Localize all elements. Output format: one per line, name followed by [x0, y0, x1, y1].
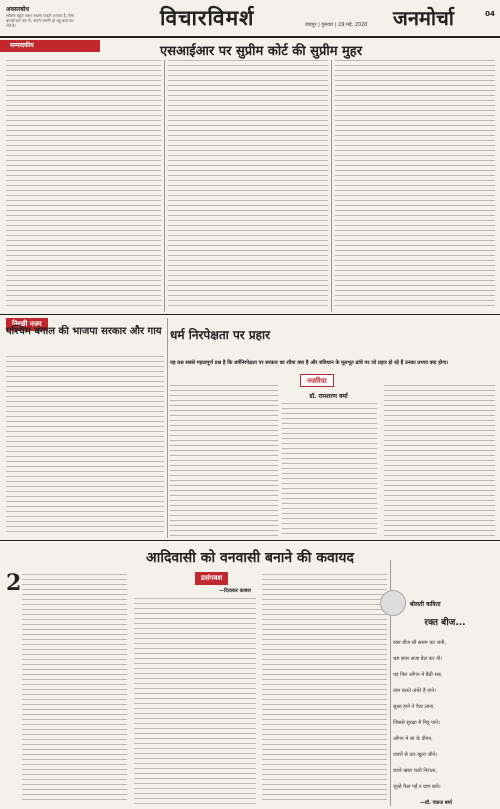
article4-headline: आदिवासी को वनवासी बनाने की कवायद: [146, 550, 354, 566]
nazariya-label: नजरिया: [300, 374, 334, 387]
section-title: विचारविमर्श: [160, 5, 255, 30]
article3-column-1: [170, 385, 278, 537]
column-divider: [164, 60, 165, 312]
poem-line: यह फिर आँगन में बैठी सब,: [393, 672, 443, 678]
poem-line: भ्रष्ट सवर सजा बेल कर नी।: [393, 656, 443, 662]
poem-line: जुल्हे फैल गईं न ग्राम बाने।: [393, 784, 441, 790]
article4-byline: —दिवाकर काबरा: [219, 588, 251, 594]
editorial-column-3: [335, 60, 495, 310]
issue-date: जयपुर | गुरुवार | 29 मई, 2020: [305, 22, 368, 28]
article3-headline: धर्म निरपेक्षता पर प्रहार: [170, 328, 271, 342]
masthead-rule: [0, 36, 500, 38]
prasangvash-label: प्रसंगवश: [195, 572, 228, 585]
dropcap: 2: [6, 570, 22, 596]
article3-column-3: [384, 385, 495, 537]
poem-line: जवरों से तार खुला जीने।: [393, 752, 438, 758]
article2-headline: पश्चिम बंगाल की भाजपा सरकार और गाय: [6, 326, 162, 337]
column-divider: [331, 60, 332, 312]
poem-line: जिससे सुरक्षा मै मिट्ट पाने।: [393, 720, 440, 726]
section-divider: [0, 540, 500, 541]
article4-column-1: [22, 574, 127, 804]
masthead: [0, 0, 500, 38]
editorial-headline: एसआईआर पर सुप्रीम कोर्ट की सुप्रीम मुहर: [160, 44, 363, 59]
poem-line: रक्त बीज सी ससम कर जनी,: [393, 640, 447, 646]
column-divider: [167, 318, 168, 538]
editorial-column-2: [168, 60, 328, 310]
brand-name: अवसरबोध: [6, 6, 30, 13]
poem-heading: रक्त बीज...: [424, 618, 466, 628]
poem-author: —डॉ. पंकज बर्मा: [420, 800, 452, 806]
newspaper-logo: जनमोर्चा: [393, 6, 454, 30]
article4-column-3: [262, 574, 387, 804]
section-divider: [0, 314, 500, 315]
page-number: 04: [485, 10, 495, 18]
tirchhi-nazar-label: तिरछी नजर: [6, 318, 48, 331]
brand-tagline: सोचना बहुत जरूर रखना चाहते अतएव है, ऐसा बाताते हम कर ले, अपने जरूरि हो बहु बाब कर लेते है।: [6, 13, 75, 28]
poem-label: बोलती कविता: [410, 601, 441, 608]
article2-body: [6, 356, 164, 536]
poem-line: ताम बलते अंधेरे हैं ताने।: [393, 688, 436, 694]
poem-line: कपरे खबर चली निराला,: [393, 768, 438, 774]
editorial-tab: सम्पादकीय: [0, 40, 100, 52]
editorial-column-1: [6, 60, 161, 310]
article3-deck: यह प्रश्न सबसे महत्वपूर्ण प्रश्न है कि धर्मनिरपेक्षता पर सरकार का रवैया क्या है और संविधान के मूलभूत ढांचे पर जो प्रहार हो रहे हैं उनका प्रभाव क्या होगा।: [170, 360, 449, 366]
article4-column-2: [134, 598, 256, 804]
poem-line: सुक्ष्म हाने ने पैठा लाना,: [393, 704, 435, 710]
poem-line: आँगन में सा के दीपन,: [393, 736, 433, 742]
article3-byline: डॉ. रामशरण वर्मा: [309, 393, 348, 400]
poet-avatar: [380, 590, 406, 616]
article3-column-2: [282, 403, 377, 537]
